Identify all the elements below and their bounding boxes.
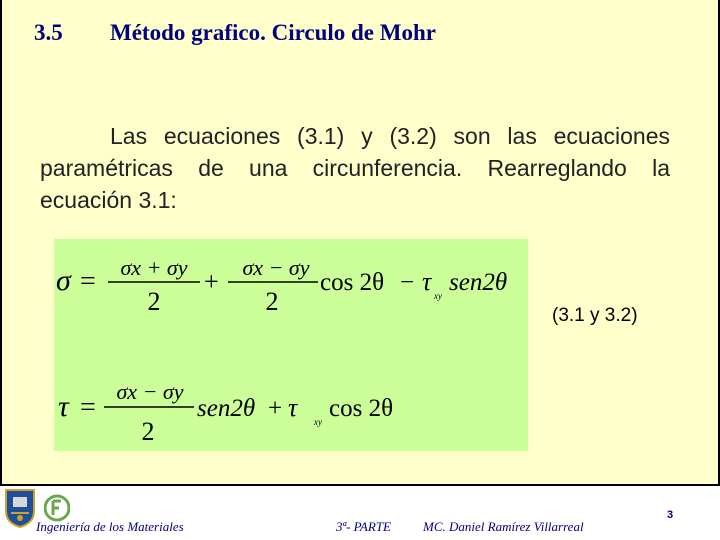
footer-part: 3ª- PARTE xyxy=(336,519,391,534)
sigma-tau: τ xyxy=(422,267,432,296)
tau-frac-num: σx − σy xyxy=(116,379,184,404)
slide-title: Método grafico. Circulo de Mohr xyxy=(110,20,436,45)
tau-frac-den: 2 xyxy=(141,417,155,446)
sigma-frac2-den: 2 xyxy=(265,287,279,316)
equation-box xyxy=(54,239,528,451)
sigma-lhs: σ xyxy=(56,264,71,297)
sigma-tau-subscript: xy xyxy=(434,291,442,301)
sigma-frac1-den: 2 xyxy=(147,287,161,316)
footer-course: Ingeniería de los Materiales xyxy=(36,519,184,534)
sigma-sen-term: sen2θ xyxy=(449,269,508,296)
sigma-plus: + xyxy=(204,267,219,296)
body-paragraph xyxy=(40,120,670,216)
left-border xyxy=(0,0,2,486)
tau-plus: + xyxy=(268,395,283,422)
sigma-eq-sign: = xyxy=(80,266,96,297)
tau-sen-term: sen2θ xyxy=(197,395,256,422)
tau-tau-subscript: xy xyxy=(314,417,322,427)
sigma-minus: − xyxy=(400,269,415,296)
equations-svg xyxy=(54,239,528,451)
tau-eq-sign: = xyxy=(80,392,96,423)
page-number: 3 xyxy=(667,509,674,521)
footer-author: MC. Daniel Ramírez Villarreal xyxy=(423,519,584,534)
equation-label: (3.1 y 3.2) xyxy=(552,305,638,326)
tau-cos-term: cos 2θ xyxy=(329,395,394,422)
sigma-frac1-num: σx + σy xyxy=(120,255,188,280)
tau-tau: τ xyxy=(288,393,298,422)
sigma-cos-term: cos 2θ xyxy=(320,269,385,296)
sigma-frac2-num: σx − σy xyxy=(242,255,310,280)
paragraph-text: Las ecuaciones (3.1) y (3.2) son las ecuaciones paramétricas de una circunferencia. Rearreglando la ecuación 3.1: xyxy=(40,123,670,213)
section-number: 3.5 xyxy=(34,20,63,45)
university-crest-logo xyxy=(3,487,37,529)
tau-lhs: τ xyxy=(58,390,69,423)
